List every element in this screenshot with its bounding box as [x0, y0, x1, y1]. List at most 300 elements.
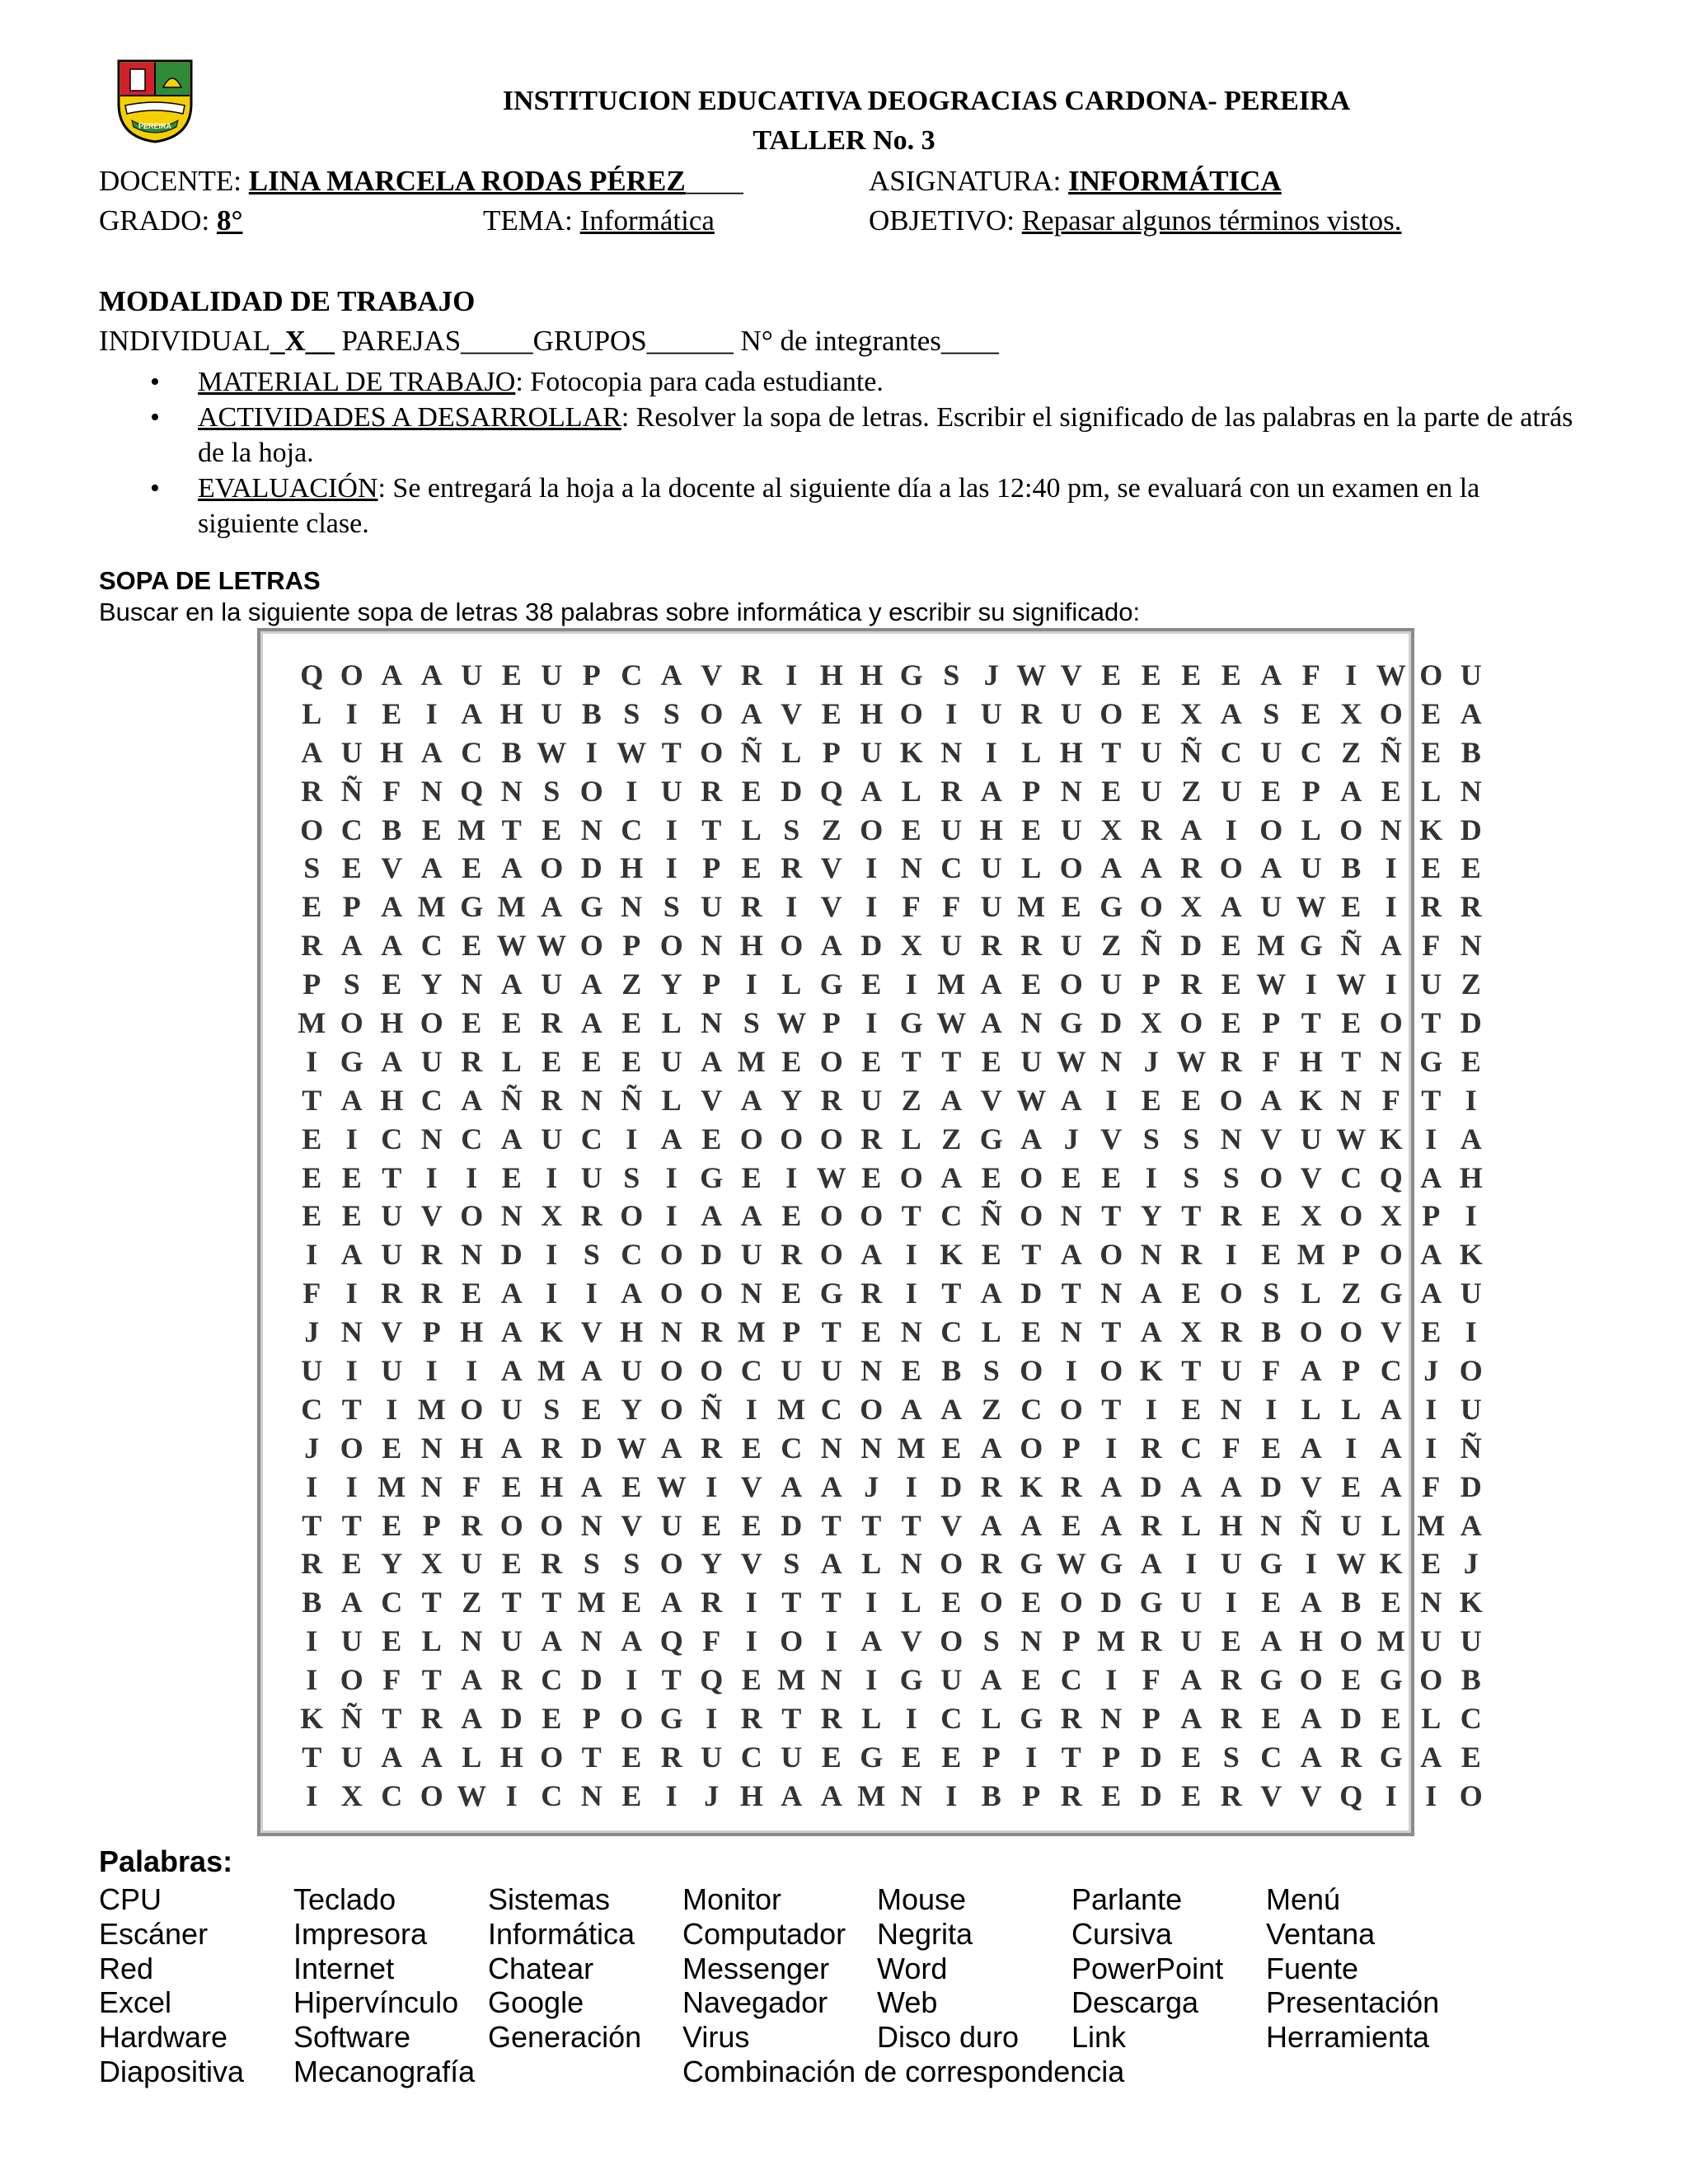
grid-letter: I [1465, 1083, 1477, 1117]
grid-letter: G [1419, 1044, 1443, 1078]
grid-letter: E [1141, 1083, 1161, 1117]
grid-letter: B [581, 696, 602, 730]
grid-letter: N [1060, 774, 1082, 808]
grid-letter: X [1300, 1199, 1322, 1233]
grid-letter: A [1460, 696, 1482, 730]
grid-letter: I [306, 1663, 318, 1697]
grid-letter: F [1262, 1044, 1281, 1078]
grid-letter: H [499, 696, 523, 730]
grid-letter: E [821, 1740, 842, 1774]
grado-line [99, 204, 242, 237]
grid-letter: I [585, 1277, 598, 1310]
grid-letter: U [660, 1044, 682, 1078]
grid-letter: F [702, 1624, 721, 1658]
grid-letter: A [980, 1508, 1002, 1542]
grid-letter: I [865, 1006, 878, 1040]
grid-letter: U [1020, 1044, 1043, 1078]
grupos-label: GRUPOS______ [532, 325, 734, 357]
grid-letter: C [621, 1238, 643, 1272]
grid-letter: E [1181, 1740, 1202, 1774]
grid-letter: H [540, 1469, 564, 1503]
grid-letter: A [420, 1740, 443, 1774]
grid-letter: E [1181, 658, 1202, 691]
grid-letter: N [1380, 1044, 1402, 1078]
grid-letter: E [1101, 1779, 1122, 1812]
grid-letter: N [1140, 1238, 1162, 1272]
grid-letter: A [381, 929, 403, 963]
grid-row [292, 1235, 1491, 1274]
grid-letter: D [1100, 1586, 1123, 1619]
grid-letter: D [580, 1663, 603, 1697]
grid-row [292, 1661, 1491, 1699]
grid-letter: I [865, 1663, 878, 1697]
grid-letter: M [1097, 1624, 1126, 1658]
grid-letter: E [1141, 658, 1161, 691]
grid-letter: U [1260, 735, 1282, 769]
word-item [1266, 2055, 1461, 2089]
grid-letter: Z [621, 968, 642, 1001]
word-item: Presentación [1266, 1985, 1440, 2020]
grid-letter: N [420, 1431, 443, 1465]
grid-letter: Q [659, 1624, 683, 1658]
grid-letter: W [1296, 890, 1326, 924]
grid-letter: E [941, 1586, 962, 1619]
grid-letter: E [1221, 929, 1241, 963]
grid-letter: O [1100, 1238, 1123, 1272]
grid-letter: R [420, 1238, 443, 1272]
grid-letter: C [940, 851, 963, 885]
grid-letter: E [981, 1160, 1001, 1194]
grid-letter: O [579, 774, 603, 808]
activity-label: MATERIAL DE TRABAJO [198, 367, 516, 397]
grid-letter: X [541, 1199, 563, 1233]
bullet: • [150, 367, 160, 397]
grid-letter: I [1025, 1740, 1038, 1774]
grid-letter: V [381, 851, 403, 885]
grid-letter: E [1061, 1160, 1081, 1194]
grid-letter: E [501, 1469, 522, 1503]
grid-letter: T [661, 735, 682, 769]
grid-letter: M [737, 1044, 766, 1078]
grid-letter: H [819, 658, 843, 691]
grid-letter: F [1422, 1469, 1441, 1503]
grid-letter: T [901, 1199, 921, 1233]
grid-letter: L [901, 1122, 921, 1155]
grid-letter: O [860, 1392, 884, 1426]
grid-letter: N [1020, 1006, 1043, 1040]
grid-letter: N [1220, 1122, 1242, 1155]
grid-letter: E [741, 1508, 762, 1542]
grid-letter: G [899, 658, 923, 691]
grid-letter: A [1060, 1238, 1082, 1272]
grid-letter: E [1261, 1199, 1282, 1233]
grid-letter: D [1140, 1779, 1162, 1812]
grid-letter: A [820, 929, 842, 963]
grid-letter: U [301, 1354, 323, 1388]
grid-letter: I [745, 1392, 757, 1426]
grid-letter: R [500, 1663, 523, 1697]
grid-letter: P [1262, 1006, 1281, 1040]
grid-letter: V [1260, 1122, 1282, 1155]
grid-letter: N [940, 735, 963, 769]
grid-letter: N [900, 1315, 922, 1349]
grid-letter: Z [941, 1122, 962, 1155]
grid-letter: S [1183, 1160, 1200, 1194]
word-item: Escáner [99, 1916, 209, 1951]
grid-letter: L [661, 1083, 682, 1117]
word-item: Generación [488, 2020, 642, 2055]
grid-letter: A [1220, 696, 1242, 730]
grid-letter: G [1259, 1547, 1283, 1581]
grid-letter: L [981, 1315, 1001, 1349]
grid-letter: I [1385, 968, 1397, 1001]
grid-letter: I [665, 1199, 678, 1233]
grid-letter: P [1062, 1431, 1081, 1465]
grid-letter: C [1260, 1740, 1282, 1774]
grid-letter: O [899, 1160, 923, 1194]
grid-letter: A [940, 1083, 963, 1117]
grid-letter: U [701, 890, 723, 924]
grid-letter: B [1261, 1315, 1282, 1349]
grid-letter: I [905, 968, 917, 1001]
grid-letter: D [1180, 929, 1203, 963]
grid-letter: I [1305, 1547, 1317, 1581]
grid-letter: H [460, 1315, 484, 1349]
grid-letter: U [381, 1354, 403, 1388]
grid-letter: D [860, 929, 883, 963]
grid-letter: Ñ [500, 1083, 523, 1117]
grid-letter: Q [460, 774, 484, 808]
grid-letter: O [1100, 1354, 1123, 1388]
grid-letter: F [942, 890, 961, 924]
grid-letter: K [1459, 1238, 1483, 1272]
word-item [488, 2055, 682, 2089]
grid-letter: U [541, 658, 563, 691]
grid-letter: C [940, 1315, 963, 1349]
grid-letter: S [743, 1006, 760, 1040]
grid-row [292, 1120, 1491, 1159]
grid-letter: A [1260, 1083, 1282, 1117]
grid-letter: O [739, 1122, 763, 1155]
grid-letter: P [582, 1702, 601, 1736]
grid-letter: L [1021, 735, 1042, 769]
grid-letter: A [980, 1006, 1002, 1040]
grid-letter: A [660, 1431, 682, 1465]
grid-letter: P [1062, 1624, 1081, 1658]
tema-label: TEMA: [483, 204, 580, 237]
grid-letter: C [420, 1083, 443, 1117]
grid-letter: Ñ [1140, 929, 1162, 963]
grid-letter: A [781, 1469, 803, 1503]
grid-letter: D [701, 1238, 723, 1272]
grid-letter: H [739, 1779, 763, 1812]
grid-letter: A [820, 1469, 842, 1503]
activity-actividades [99, 400, 1582, 471]
grid-letter: R [580, 1199, 603, 1233]
grid-letter: P [982, 1740, 1001, 1774]
grid-letter: O [340, 658, 363, 691]
grid-letter: C [940, 1702, 963, 1736]
grid-letter: O [1339, 1624, 1363, 1658]
grid-letter: C [940, 1199, 963, 1233]
grid-letter: H [499, 1740, 523, 1774]
modalidad-options [99, 325, 999, 358]
grid-letter: E [621, 1044, 642, 1078]
grid-letter: I [665, 1779, 678, 1812]
grid-letter: H [460, 1431, 484, 1465]
grid-letter: M [377, 1469, 406, 1503]
grid-letter: L [1421, 1702, 1442, 1736]
grid-letter: U [1180, 1586, 1203, 1619]
grid-letter: R [1460, 890, 1482, 924]
grid-letter: I [466, 1354, 478, 1388]
grid-letter: I [345, 696, 358, 730]
grid-letter: A [500, 1315, 523, 1349]
grid-letter: A [980, 774, 1002, 808]
grid-letter: J [1463, 1547, 1479, 1581]
grid-letter: N [580, 813, 603, 846]
word-item: Mouse [877, 1882, 967, 1916]
grid-letter: U [781, 1354, 803, 1388]
grid-letter: S [543, 774, 560, 808]
grid-letter: C [621, 658, 643, 691]
grid-letter: E [1261, 1431, 1282, 1465]
grid-letter: R [940, 774, 963, 808]
grid-letter: L [741, 813, 762, 846]
grid-letter: F [1381, 1083, 1400, 1117]
grid-letter: E [741, 1160, 762, 1194]
grid-letter: A [1300, 1586, 1322, 1619]
grid-letter: U [541, 968, 563, 1001]
grid-letter: A [1020, 1122, 1043, 1155]
grid-letter: P [422, 1315, 441, 1349]
grid-letter: N [1460, 774, 1482, 808]
word-item: Hipervínculo [293, 1985, 459, 2020]
grid-letter: H [380, 1083, 404, 1117]
grid-letter: V [580, 1315, 603, 1349]
grid-letter: U [1060, 696, 1082, 730]
grid-letter: W [1056, 1547, 1086, 1581]
grid-letter: O [1100, 696, 1123, 730]
word-item: Software [293, 2020, 411, 2055]
grid-letter: J [1063, 1122, 1079, 1155]
grid-letter: I [306, 1779, 318, 1812]
grid-letter: X [1180, 890, 1203, 924]
grid-letter: U [500, 1624, 523, 1658]
grid-letter: G [1379, 1277, 1403, 1310]
grid-letter: U [781, 1740, 803, 1774]
grid-letter: S [623, 696, 640, 730]
grid-letter: A [541, 1624, 563, 1658]
grid-letter: N [900, 1779, 922, 1812]
word-item: Mecanografía [293, 2054, 476, 2088]
grid-row [292, 1507, 1491, 1545]
grid-letter: S [1222, 1160, 1240, 1194]
grid-letter: R [701, 1586, 723, 1619]
grid-letter: Z [1101, 929, 1122, 963]
grid-letter: O [1219, 1277, 1243, 1310]
grid-letter: E [1141, 696, 1161, 730]
grid-letter: E [1021, 1315, 1042, 1349]
asignatura-label: ASIGNATURA: [869, 165, 1069, 197]
grid-letter: O [1219, 1083, 1243, 1117]
word-item: Informática [488, 1916, 635, 1951]
grid-letter: I [1065, 1354, 1077, 1388]
grid-letter: U [381, 1199, 403, 1233]
grid-letter: R [1180, 851, 1203, 885]
grid-letter: E [781, 1199, 802, 1233]
word-item: Google [488, 1985, 584, 2020]
grid-letter: Ñ [340, 774, 363, 808]
grid-letter: E [462, 1006, 482, 1040]
grid-letter: V [621, 1508, 643, 1542]
grid-letter: I [386, 1392, 398, 1426]
grid-letter: L [661, 1006, 682, 1040]
grid-letter: O [620, 1702, 644, 1736]
grid-letter: B [302, 1586, 322, 1619]
grid-letter: Z [1181, 774, 1202, 808]
grid-letter: E [901, 1354, 921, 1388]
grid-letter: O [1419, 1663, 1443, 1697]
grid-letter: I [1425, 1431, 1437, 1465]
grid-letter: Z [1341, 735, 1362, 769]
grid-letter: W [496, 929, 527, 963]
grid-letter: C [1380, 1354, 1402, 1388]
grid-letter: A [1300, 1702, 1322, 1736]
grid-letter: I [546, 1238, 558, 1272]
grid-letter: Y [420, 968, 443, 1001]
grid-row [292, 1622, 1491, 1661]
grid-letter: N [1060, 1199, 1082, 1233]
grid-letter: T [501, 1586, 522, 1619]
grid-letter: A [980, 968, 1002, 1001]
grid-letter: Q [819, 774, 843, 808]
grid-letter: T [382, 1702, 402, 1736]
grid-letter: F [382, 774, 401, 808]
palabras-title: Palabras: [99, 1844, 233, 1878]
grid-letter: A [1420, 1160, 1442, 1194]
grid-letter: M [537, 1354, 566, 1388]
grid-letter: F [902, 890, 921, 924]
grid-letter: T [382, 1160, 402, 1194]
grid-letter: V [1300, 1160, 1322, 1194]
word-item: PowerPoint [1071, 1951, 1224, 1985]
grid-letter: M [857, 1779, 886, 1812]
grid-letter: Ñ [1460, 1431, 1482, 1465]
grid-letter: I [466, 1160, 478, 1194]
grid-letter: W [617, 735, 647, 769]
grid-letter: Y [660, 968, 682, 1001]
grid-letter: M [777, 1663, 806, 1697]
grid-letter: U [1460, 1392, 1482, 1426]
grid-letter: J [983, 658, 999, 691]
grid-letter: E [1341, 1006, 1362, 1040]
grid-letter: D [580, 851, 603, 885]
grid-letter: D [1020, 1277, 1043, 1310]
grid-letter: E [1181, 1083, 1202, 1117]
grid-letter: I [1225, 813, 1237, 846]
grid-letter: N [420, 1469, 443, 1503]
word-list [99, 1882, 1566, 2089]
grid-letter: R [1140, 813, 1162, 846]
grid-letter: I [865, 890, 878, 924]
grid-letter: C [381, 1586, 403, 1619]
grid-letter: V [980, 1083, 1002, 1117]
grid-letter: U [740, 1238, 762, 1272]
tema-value: Informática [579, 204, 715, 237]
grid-letter: T [1101, 1392, 1122, 1426]
grid-letter: U [1140, 735, 1162, 769]
grid-letter: S [1263, 696, 1280, 730]
grid-row [292, 695, 1491, 733]
grid-row [292, 1274, 1491, 1313]
grid-letter: H [979, 813, 1003, 846]
word-item: Descarga [1071, 1985, 1199, 2020]
grid-letter: A [1300, 1354, 1322, 1388]
grid-letter: G [700, 1160, 724, 1194]
bullet: • [150, 402, 160, 433]
grid-letter: I [1185, 1547, 1198, 1581]
grid-letter: A [860, 1624, 883, 1658]
grid-letter: R [301, 929, 323, 963]
grid-letter: K [1139, 1354, 1163, 1388]
grid-letter: E [901, 813, 921, 846]
grid-letter: O [780, 1122, 804, 1155]
grid-letter: A [580, 1354, 603, 1388]
activity-text: : Resolver la sopa de letras. Escribir el significado de las palabras en la parte de atrás de la hoja. [198, 402, 1573, 468]
grid-letter: I [1105, 1431, 1118, 1465]
grid-letter: G [1299, 929, 1323, 963]
parejas-label: PAREJAS_____ [334, 325, 533, 357]
grid-letter: Z [981, 1392, 1001, 1426]
grid-letter: R [980, 929, 1002, 963]
grid-letter: E [1461, 1740, 1481, 1774]
word-item: Cursiva [1071, 1916, 1173, 1951]
grid-letter: C [1300, 735, 1322, 769]
grid-letter: T [1061, 1740, 1081, 1774]
grid-letter: M [1417, 1508, 1446, 1542]
activity-text: : Fotocopia para cada estudiante. [515, 367, 884, 397]
grid-letter: A [1380, 1392, 1402, 1426]
grid-letter: J [1423, 1354, 1439, 1388]
grid-letter: P [1022, 1779, 1041, 1812]
grid-letter: C [740, 1354, 762, 1388]
grid-letter: I [905, 1469, 917, 1503]
grid-letter: L [901, 774, 921, 808]
grid-letter: R [301, 774, 323, 808]
grid-letter: V [740, 1547, 762, 1581]
word-item: Diapositiva [99, 2054, 245, 2088]
grid-letter: A [940, 1392, 963, 1426]
grid-letter: Q [1339, 1779, 1363, 1812]
grid-letter: U [381, 1238, 403, 1272]
grid-letter: W [537, 929, 567, 963]
grid-letter: A [1300, 1740, 1322, 1774]
grid-letter: E [741, 1431, 762, 1465]
grid-letter: H [1299, 1044, 1323, 1078]
grid-row [292, 733, 1491, 772]
grid-letter: A [1180, 1663, 1203, 1697]
grid-letter: O [659, 1277, 683, 1310]
objetivo-value: Repasar algunos términos vistos. [1021, 204, 1402, 237]
grid-letter: G [1059, 1006, 1083, 1040]
grid-letter: A [500, 1431, 523, 1465]
word-item: Red [99, 1951, 154, 1985]
grid-letter: R [541, 1083, 563, 1117]
grid-letter: A [381, 1740, 403, 1774]
word-item: Combinación de correspondencia [682, 2054, 1125, 2088]
grid-letter: O [340, 1431, 363, 1465]
